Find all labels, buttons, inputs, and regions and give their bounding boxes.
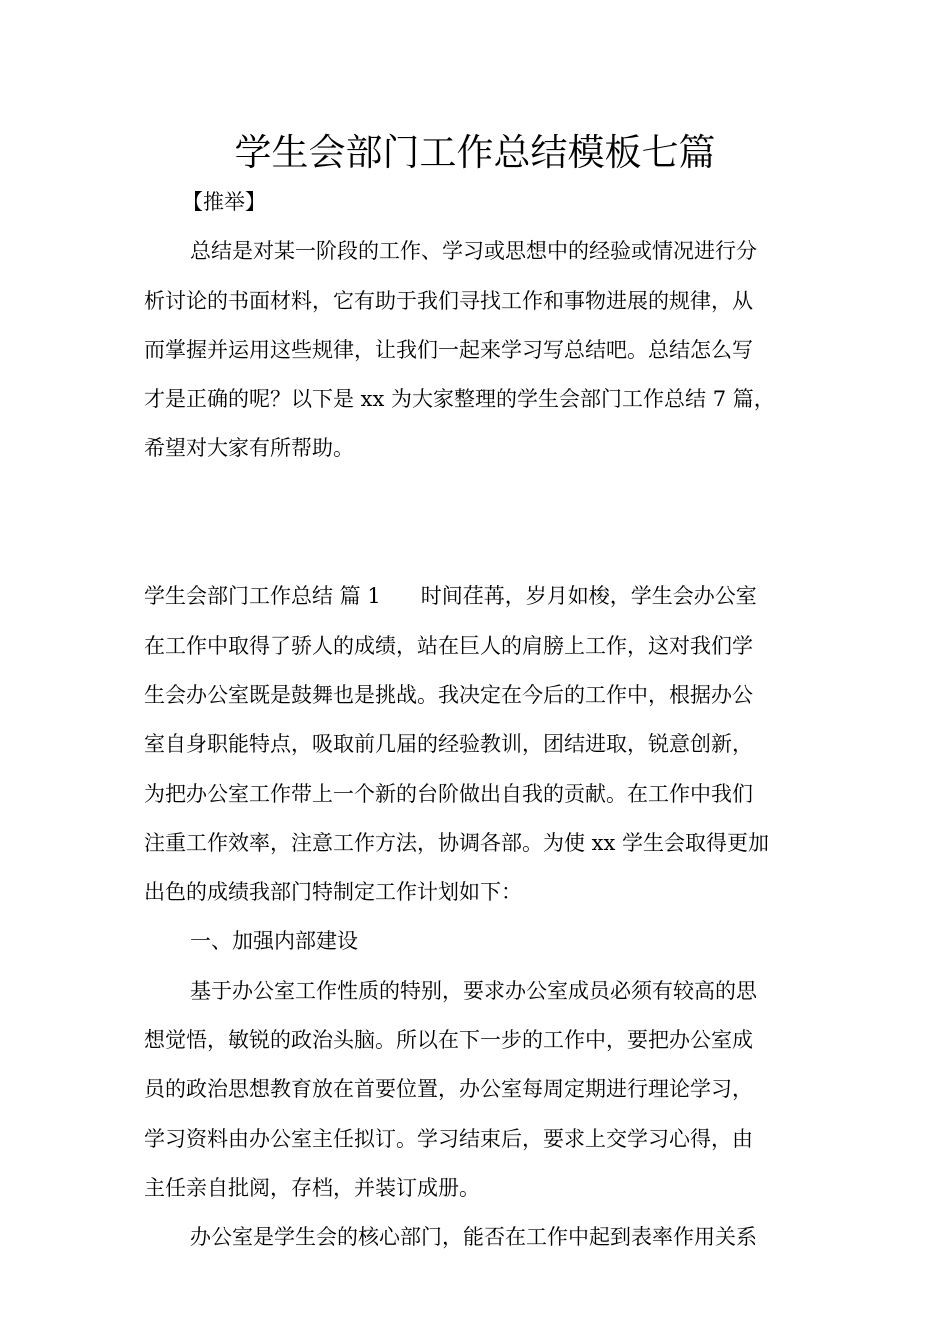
intro-line: 希望对大家有所帮助。 [144,436,354,461]
section1-line: 出色的成绩我部门特制定工作计划如下： [144,880,522,905]
document-title: 学生会部门工作总结模板七篇 [234,131,716,174]
section1-heading: 学生会部门工作总结 篇 1 [144,584,381,609]
document-body [144,178,808,1263]
recommend-tag: 【推举】 [182,190,266,214]
para2-line: 员的政治思想教育放在首要位置，办公室每周定期进行理论学习， [144,1077,753,1102]
intro-line: 才是正确的呢？以下是 xx 为大家整理的学生会部门工作总结 7 篇， [144,387,775,412]
para2-line: 学习资料由办公室主任拟订。学习结束后，要求上交学习心得，由 [144,1126,753,1151]
section1-line: 室自身职能特点，吸取前几届的经验教训，团结进取，锐意创新， [144,732,753,757]
para2-line: 基于办公室工作性质的特别，要求办公室成员必须有较高的思 [190,978,757,1003]
intro-line: 析讨论的书面材料，它有助于我们寻找工作和事物进展的规律，从 [144,288,753,313]
section1-line: 时间荏苒，岁月如梭，学生会办公室 [420,584,757,609]
para2-line: 主任亲自批阅，存档，并装订成册。 [144,1175,480,1200]
section1-line: 在工作中取得了骄人的成绩，站在巨人的肩膀上工作，这对我们学 [144,633,753,658]
intro-line: 而掌握并运用这些规律，让我们一起来学习写总结吧。总结怎么写 [144,337,753,362]
subheading: 一、加强内部建设 [190,929,358,954]
blank-space [144,474,808,573]
para2-line: 想觉悟，敏锐的政治头脑。所以在下一步的工作中，要把办公室成 [144,1028,753,1053]
intro-line: 总结是对某一阶段的工作、学习或思想中的经验或情况进行分 [190,239,757,264]
section1-line: 注重工作效率，注意工作方法，协调各部。为使 xx 学生会取得更加 [144,830,770,855]
section1-first-line [144,572,808,621]
section1-line: 为把办公室工作带上一个新的台阶做出自我的贡献。在工作中我们 [144,781,753,806]
section1-line: 生会办公室既是鼓舞也是挑战。我决定在今后的工作中，根据办公 [144,682,753,707]
para3-line: 办公室是学生会的核心部门，能否在工作中起到表率作用关系 [190,1225,757,1250]
